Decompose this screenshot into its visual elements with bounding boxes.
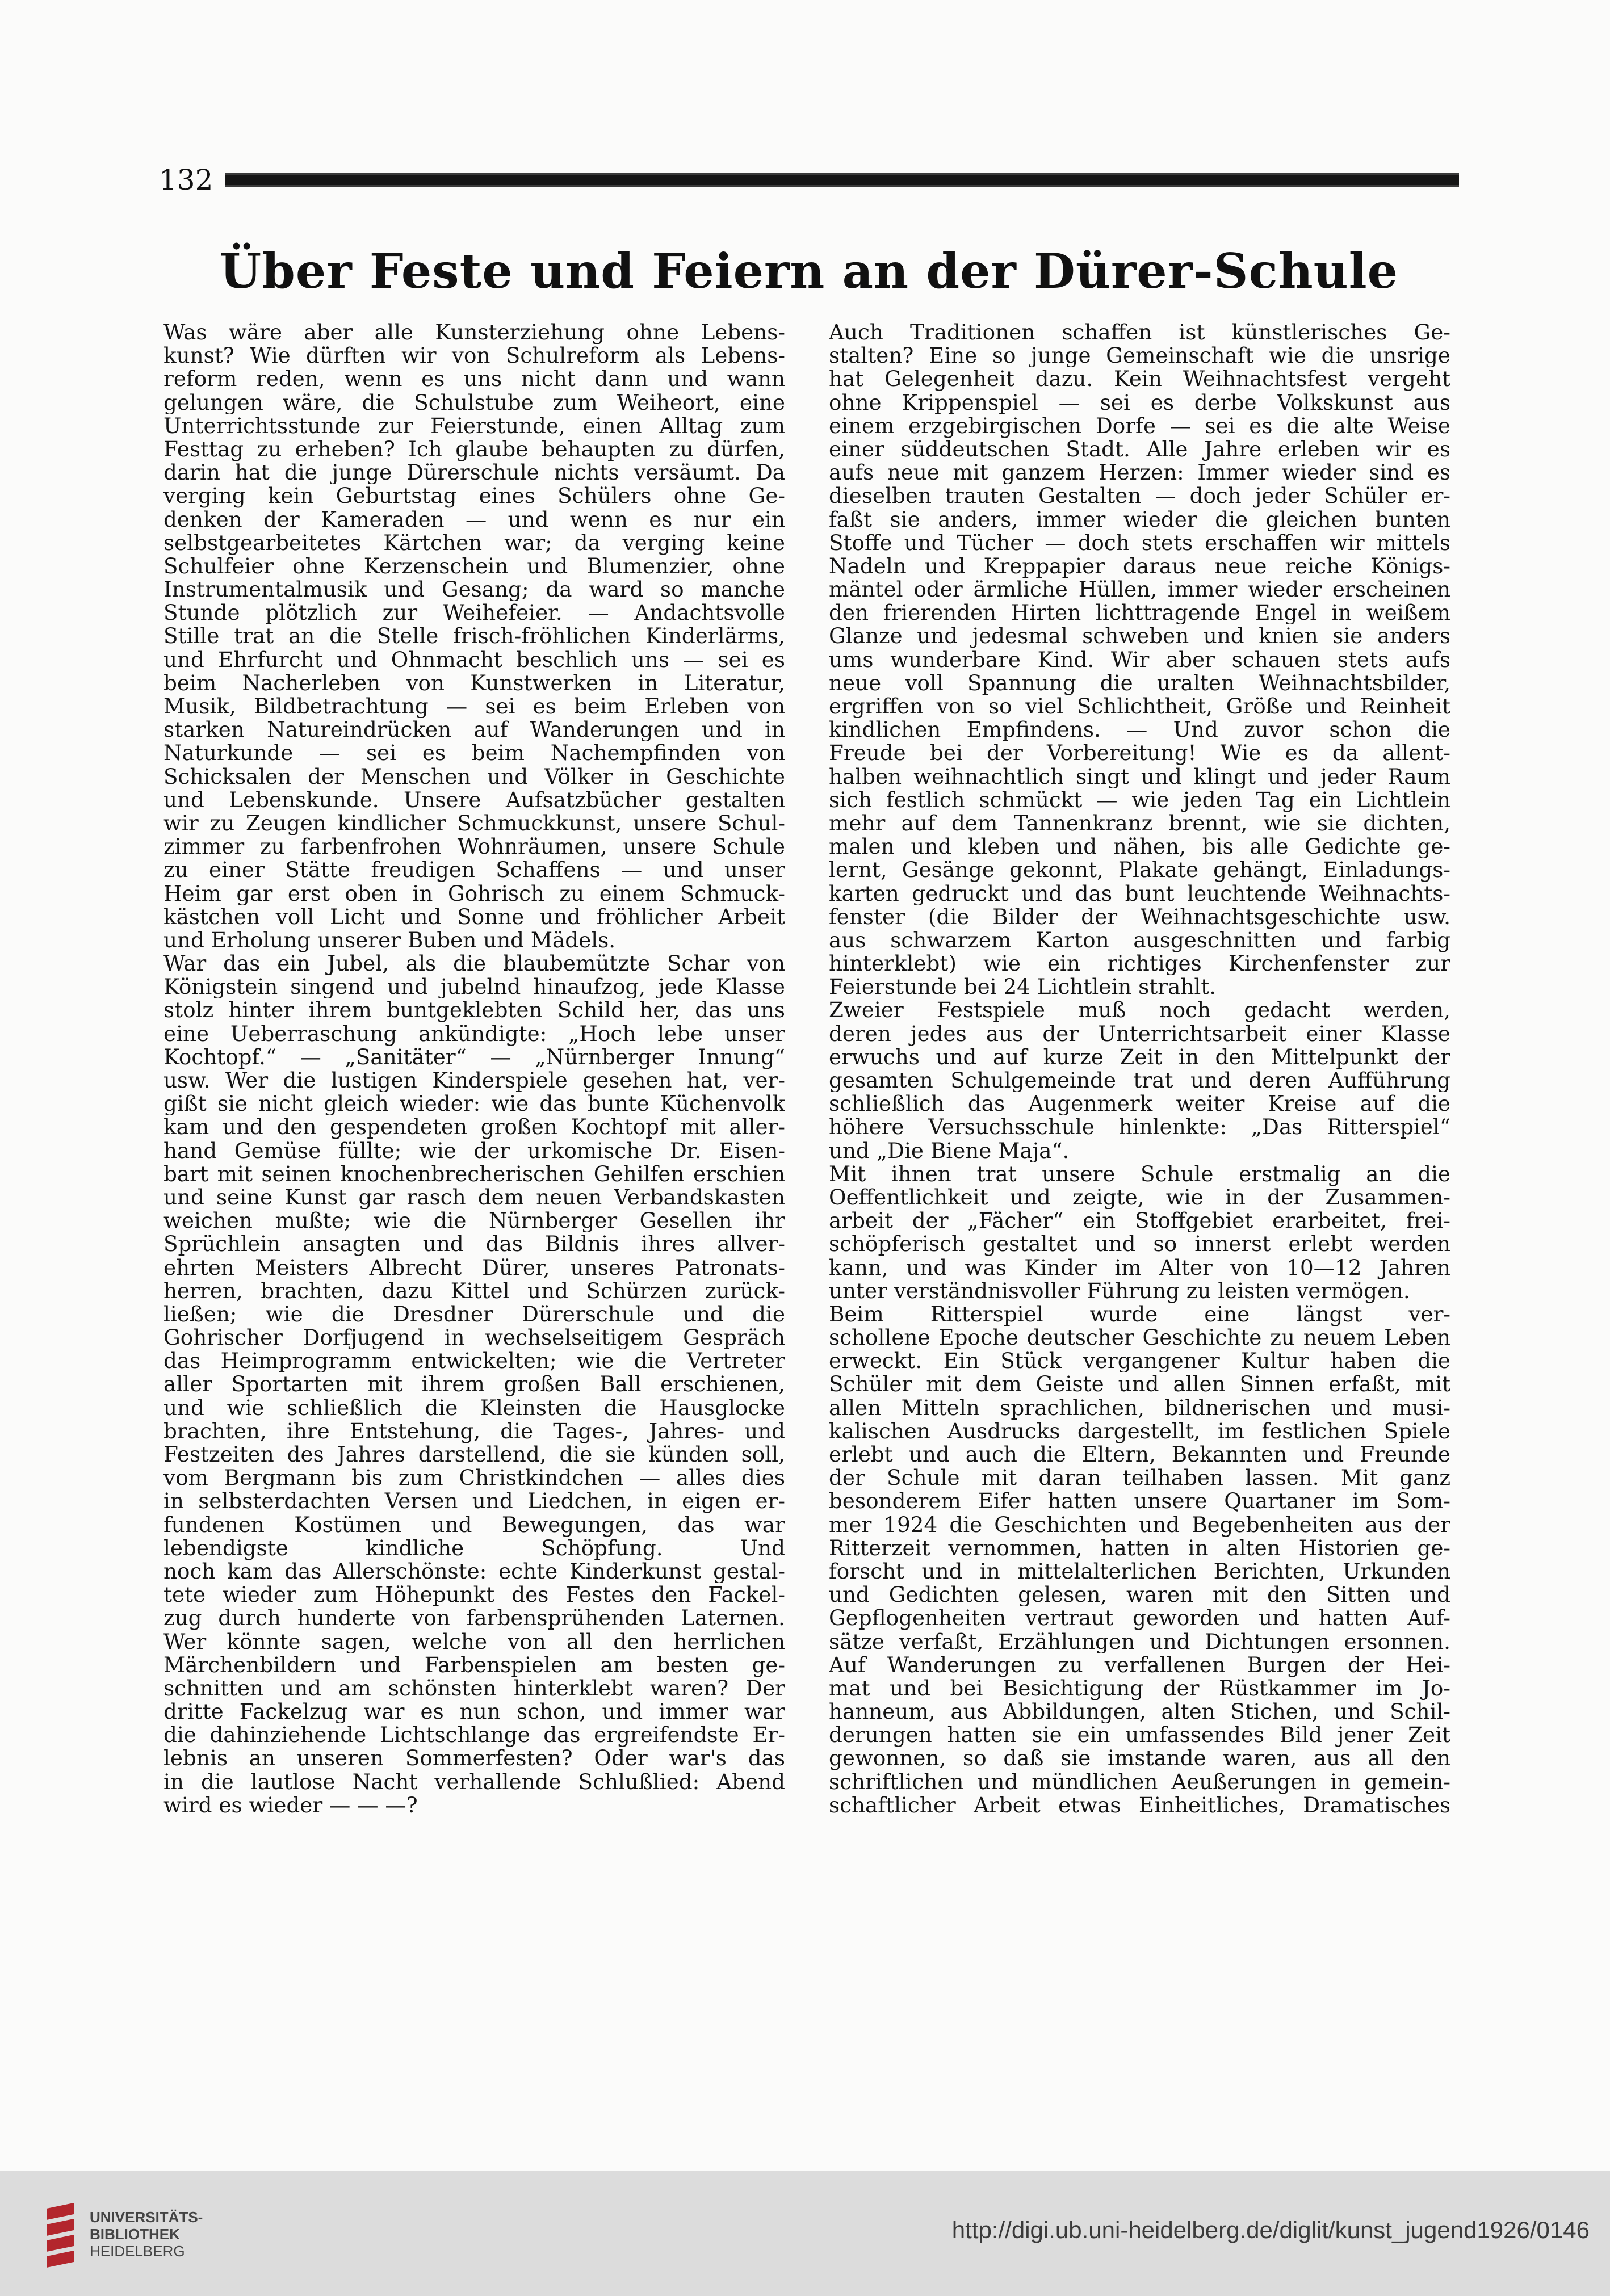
right-column <box>829 321 1450 1817</box>
text-line: sätze verfaßt, Erzählungen und Dichtungen ersonnen. <box>829 1630 1450 1653</box>
text-line: ergriffen von so viel Schlichtheit, Größe und Reinheit <box>829 695 1450 719</box>
text-line: gißt sie nicht gleich wieder: wie das bunte Küchenvolk <box>163 1092 785 1116</box>
text-line: hat Gelegenheit dazu. Kein Weihnachtsfest vergeht <box>829 367 1450 391</box>
text-line: eine Ueberraschung ankündigte: „Hoch lebe unser <box>163 1022 785 1046</box>
text-line: in die lautlose Nacht verhallende Schlußlied: Abend <box>163 1770 785 1794</box>
text-line: vom Bergmann bis zum Christkindchen — alles dies <box>163 1466 785 1490</box>
text-line: höhere Versuchsschule hinlenkte: „Das Ritterspiel“ <box>829 1115 1450 1139</box>
text-line: Naturkunde — sei es beim Nachempfinden von <box>163 741 785 765</box>
text-line: aufs neue mit ganzem Herzen: Immer wieder sind es <box>829 461 1450 485</box>
text-line: das Heimprogramm entwickelten; wie die Vertreter <box>163 1349 785 1373</box>
text-line: mer 1924 die Geschichten und Begebenheiten aus der <box>829 1513 1450 1537</box>
text-line: sich festlich schmückt — wie jeden Tag ein Lichtlein <box>829 788 1450 812</box>
library-name-line: UNIVERSITÄTS- <box>90 2209 203 2226</box>
text-line: erwuchs und auf kurze Zeit in den Mittelpunkt der <box>829 1045 1450 1069</box>
text-line: gelungen wäre, die Schulstube zum Weiheort, eine <box>163 391 785 414</box>
text-line: Glanze und jedesmal schweben und knien sie anders <box>829 624 1450 648</box>
text-line: wir zu Zeugen kindlicher Schmuckkunst, unsere Schul- <box>163 811 785 836</box>
text-line: starken Natureindrücken auf Wanderungen und in <box>163 718 785 742</box>
text-line: usw. Wer die lustigen Kinderspiele gesehen hat, ver- <box>163 1069 785 1093</box>
text-line: Märchenbildern und Farbenspielen am besten ge- <box>163 1653 785 1677</box>
text-line: lebnis an unseren Sommerfesten? Oder war's das <box>163 1747 785 1770</box>
text-line: stalten? Eine so junge Gemeinschaft wie die unsrige <box>829 344 1450 368</box>
text-line: einem erzgebirgischen Dorfe — sei es die alte Weise <box>829 414 1450 438</box>
text-line: darin hat die junge Dürerschule nichts versäumt. Da <box>163 461 785 485</box>
text-line: Schulfeier ohne Kerzenschein und Blumenzier, ohne <box>163 554 785 578</box>
text-line: neue voll Spannung die uralten Weihnachtsbilder, <box>829 671 1450 695</box>
text-line: bart mit seinen knochenbrecherischen Gehilfen erschien <box>163 1162 785 1186</box>
text-line: und Lebenskunde. Unsere Aufsatzbücher gestalten <box>163 788 785 812</box>
text-line: halben weihnachtlich singt und klingt und jeder Raum <box>829 765 1450 788</box>
text-line: schließlich das Augenmerk weiter Kreise auf die <box>829 1092 1450 1116</box>
text-line: Nadeln und Kreppapier daraus neue reiche Königs- <box>829 554 1450 578</box>
text-line: herren, brachten, dazu Kittel und Schürzen zurück- <box>163 1279 785 1303</box>
text-line: schollene Epoche deutscher Geschichte zu neuem Leben <box>829 1326 1450 1350</box>
text-line: Was wäre aber alle Kunsterziehung ohne Lebens- <box>163 321 785 345</box>
text-line: kam und den gespendeten großen Kochtopf mit aller- <box>163 1115 785 1139</box>
text-line: Gepflogenheiten vertraut geworden und hatten Auf- <box>829 1606 1450 1630</box>
text-line: erlebt und auch die Eltern, Bekannten und Freunde <box>829 1443 1450 1467</box>
text-line: ums wunderbare Kind. Wir aber schauen stets aufs <box>829 648 1450 671</box>
page-number: 132 <box>159 163 213 196</box>
text-line: Unterrichtsstunde zur Feierstunde, einen Alltag zum <box>163 414 785 438</box>
text-line: und Gedichten gelesen, waren mit den Sitten und <box>829 1583 1450 1607</box>
text-line: Kochtopf.“ — „Sanitäter“ — „Nürnberger Innung“ <box>163 1045 785 1069</box>
text-line: aus schwarzem Karton ausgeschnitten und farbig <box>829 928 1450 952</box>
text-line: zimmer zu farbenfrohen Wohnräumen, unsere Schule <box>163 835 785 859</box>
text-line: Auf Wanderungen zu verfallenen Burgen der Hei- <box>829 1653 1450 1677</box>
text-line: zu einer Stätte freudigen Schaffens — und unser <box>163 858 785 882</box>
text-line: tete wieder zum Höhepunkt des Festes den Fackel- <box>163 1583 785 1607</box>
text-line: der Schule mit daran teilhaben lassen. Mit ganz <box>829 1466 1450 1490</box>
page-header <box>159 160 1459 200</box>
text-line: mehr auf dem Tannenkranz brennt, wie sie dichten, <box>829 811 1450 836</box>
text-line: kästchen voll Licht und Sonne und fröhlicher Arbeit <box>163 905 785 929</box>
text-line: beim Nacherleben von Kunstwerken in Literatur, <box>163 671 785 695</box>
article-title: Über Feste und Feiern an der Dürer-Schule <box>219 243 1399 299</box>
text-line: fenster (die Bilder der Weihnachtsgeschichte usw. <box>829 905 1450 929</box>
text-line: deren jedes aus der Unterrichtsarbeit einer Klasse <box>829 1022 1450 1046</box>
text-line: noch kam das Allerschönste: echte Kinderkunst gestal- <box>163 1559 785 1584</box>
viewer-footer <box>0 2171 1610 2296</box>
text-line: War das ein Jubel, als die blaubemützte Schar von <box>163 952 785 976</box>
header-rule <box>225 173 1459 187</box>
library-name-line: HEIDELBERG <box>90 2243 185 2260</box>
text-line: erweckt. Ein Stück vergangener Kultur haben die <box>829 1349 1450 1373</box>
text-line: forscht und in mittelalterlichen Berichten, Urkunden <box>829 1559 1450 1584</box>
text-line: brachten, ihre Entstehung, die Tages-, Jahres- und <box>163 1419 785 1443</box>
text-line: mäntel oder ärmliche Hüllen, immer wieder erscheinen <box>829 578 1450 602</box>
text-line: lernt, Gesänge gekonnt, Plakate gehängt, Einladungs- <box>829 858 1450 882</box>
text-line: Königstein singend und jubelnd hinaufzog, jede Klasse <box>163 975 785 999</box>
text-line: Schicksalen der Menschen und Völker in Geschichte <box>163 765 785 788</box>
left-column <box>163 321 785 1817</box>
text-line: und Ehrfurcht und Ohnmacht beschlich uns — sei es <box>163 648 785 671</box>
text-line: hinterklebt) wie ein richtiges Kirchenfenster zur <box>829 952 1450 976</box>
text-line: besonderem Eifer hatten unsere Quartaner im Som- <box>829 1489 1450 1513</box>
text-line: faßt sie anders, immer wieder die gleichen bunten <box>829 507 1450 531</box>
text-line: Stunde plötzlich zur Weihefeier. — Andachtsvolle <box>163 601 785 625</box>
text-line: die dahinziehende Lichtschlange das ergreifendste Er- <box>163 1723 785 1747</box>
text-line: ohne Krippenspiel — sei es derbe Volkskunst aus <box>829 391 1450 414</box>
text-line: reform reden, wenn es uns nicht dann und wann <box>163 367 785 391</box>
text-line: kalischen Ausdrucks dargestellt, im festlichen Spiele <box>829 1419 1450 1443</box>
university-library-logo-icon <box>41 2201 81 2268</box>
text-line: Zweier Festspiele muß noch gedacht werden, <box>829 998 1450 1022</box>
text-line: in selbsterdachten Versen und Liedchen, in eigen er- <box>163 1489 785 1513</box>
text-line: karten gedruckt und das bunt leuchtende Weihnachts- <box>829 882 1450 905</box>
text-line: malen und kleben und nähen, bis alle Gedichte ge- <box>829 835 1450 859</box>
text-line: und Erholung unserer Buben und Mädels. <box>163 928 616 952</box>
text-line: Feierstunde bei 24 Lichtlein strahlt. <box>829 975 1217 999</box>
text-line: kann, und was Kinder im Alter von 10—12 Jahren <box>829 1256 1450 1279</box>
text-line: gesamten Schulgemeinde trat und deren Aufführung <box>829 1069 1450 1093</box>
text-line: Beim Ritterspiel wurde eine längst ver- <box>829 1302 1450 1327</box>
text-line: schöpferisch gestaltet und so innerst erlebt werden <box>829 1232 1450 1256</box>
text-line: zug durch hunderte von farbensprühenden Laternen. <box>163 1606 785 1630</box>
text-line: allen Mitteln sprachlichen, bildnerischen und musi- <box>829 1396 1450 1420</box>
text-line: Ritterzeit vernommen, hatten in alten Historien ge- <box>829 1536 1450 1560</box>
text-line: Instrumentalmusik und Gesang; da ward so manche <box>163 578 785 602</box>
text-line: stolz hinter ihrem buntgeklebten Schild her, das uns <box>163 998 785 1022</box>
text-line: gewonnen, so daß sie imstande waren, aus all den <box>829 1747 1450 1770</box>
text-line: und wie schließlich die Kleinsten die Hausglocke <box>163 1396 785 1420</box>
text-line: Heim gar erst oben in Gohrisch zu einem Schmuck- <box>163 882 785 905</box>
text-line: selbstgearbeitetes Kärtchen war; da verging keine <box>163 531 785 555</box>
text-line: dritte Fackelzug war es nun schon, und immer war <box>163 1700 785 1724</box>
text-line: Stille trat an die Stelle frisch-fröhlichen Kinderlärms, <box>163 624 785 648</box>
text-line: kindlichen Empfindens. — Und zuvor schon die <box>829 718 1450 742</box>
text-line: ehrten Meisters Albrecht Dürer, unseres Patronats- <box>163 1256 785 1279</box>
text-line: und „Die Biene Maja“. <box>829 1139 1070 1162</box>
library-name <box>90 2209 203 2260</box>
text-line: den frierenden Hirten lichttragende Engel in weißem <box>829 601 1450 625</box>
text-line: einer süddeutschen Stadt. Alle Jahre erleben wir es <box>829 437 1450 461</box>
text-line: lebendigste kindliche Schöpfung. Und <box>163 1536 785 1560</box>
text-line: Oeffentlichkeit und zeigte, wie in der Zusammen- <box>829 1185 1450 1210</box>
text-line: hanneum, aus Abbildungen, alten Stichen, und Schil- <box>829 1700 1450 1724</box>
text-line: wird es wieder — — —? <box>163 1793 418 1817</box>
text-line: aller Sportarten mit ihrem großen Ball erschienen, <box>163 1372 785 1396</box>
text-line: Schüler mit dem Geiste und allen Sinnen erfaßt, mit <box>829 1372 1450 1396</box>
text-line: unter verständnisvoller Führung zu leisten vermögen. <box>829 1279 1410 1303</box>
text-line: Sprüchlein ansagten und das Bildnis ihres allver- <box>163 1232 785 1256</box>
text-line: Festzeiten des Jahres darstellend, die sie künden soll, <box>163 1443 785 1467</box>
text-line: Mit ihnen trat unsere Schule erstmalig an die <box>829 1162 1450 1186</box>
text-line: Festtag zu erheben? Ich glaube behaupten zu dürfen, <box>163 437 785 461</box>
text-line: denken der Kameraden — und wenn es nur ein <box>163 507 785 531</box>
text-line: schriftlichen und mündlichen Aeußerungen in gemein- <box>829 1770 1450 1794</box>
text-line: und seine Kunst gar rasch dem neuen Verbandskasten <box>163 1185 785 1210</box>
text-line: verging kein Geburtstag eines Schülers ohne Ge- <box>163 484 785 508</box>
text-line: kunst? Wie dürften wir von Schulreform als Lebens- <box>163 344 785 368</box>
text-line: weichen mußte; wie die Nürnberger Gesellen ihr <box>163 1209 785 1233</box>
text-line: hand Gemüse füllte; wie der urkomische Dr. Eisen- <box>163 1139 785 1162</box>
text-line: dieselben trauten Gestalten — doch jeder Schüler er- <box>829 484 1450 508</box>
text-line: schaftlicher Arbeit etwas Einheitliches, Dramatisches <box>829 1793 1450 1817</box>
source-url[interactable]: http://digi.ub.uni-heidelberg.de/diglit/kunst_jugend1926/0146 <box>951 2217 1590 2243</box>
text-line: mat und bei Besichtigung der Rüstkammer im Jo- <box>829 1676 1450 1701</box>
text-line: schnitten und am schönsten hinterklebt waren? Der <box>163 1676 785 1701</box>
text-line: fundenen Kostümen und Bewegungen, das war <box>163 1513 785 1537</box>
text-line: Freude bei der Vorbereitung! Wie es da allent- <box>829 741 1450 765</box>
text-line: ließen; wie die Dresdner Dürerschule und die <box>163 1302 785 1327</box>
text-line: Musik, Bildbetrachtung — sei es beim Erleben von <box>163 695 785 719</box>
text-line: Wer könnte sagen, welche von all den herrlichen <box>163 1630 785 1653</box>
library-name-line: BIBLIOTHEK <box>90 2226 180 2243</box>
text-line: Stoffe und Tücher — doch stets erschaffen wir mittels <box>829 531 1450 555</box>
text-line: Gohrischer Dorfjugend in wechselseitigem Gespräch <box>163 1326 785 1350</box>
text-line: Auch Traditionen schaffen ist künstlerisches Ge- <box>829 321 1450 345</box>
text-line: derungen hatten sie ein umfassendes Bild jener Zeit <box>829 1723 1450 1747</box>
text-line: arbeit der „Fächer“ ein Stoffgebiet erarbeitet, frei- <box>829 1209 1450 1233</box>
